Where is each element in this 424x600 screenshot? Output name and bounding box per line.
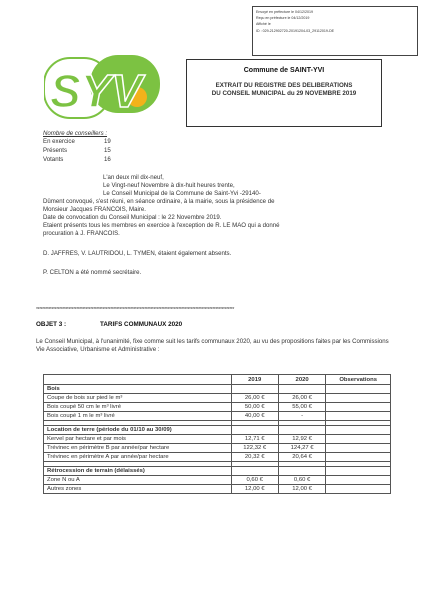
observation-cell [326,394,391,403]
objet-title: TARIFS COMMUNAUX 2020 [100,321,183,328]
value-2020: 20,64 € [278,453,325,462]
intro-line: Monsieur Jacques FRANCOIS, Maire. [43,206,146,213]
value-2019: 12,00 € [231,485,278,494]
empty-cell [231,467,278,476]
observation-cell [326,412,391,421]
section-title: Bois [44,385,232,394]
conseillers-title: Nombre de conseillers : [43,130,108,137]
value-2020: 55,00 € [278,403,325,412]
empty-cell [278,426,325,435]
row-label: Trévinec en périmètre A par année/par hectare [44,453,232,462]
logo-lettering: SYV [50,65,143,117]
stamp-line: Reçu en préfecture le 04/12/2019 [256,16,310,21]
value-2019: 0,60 € [231,476,278,485]
intro-line: Dûment convoqué, s'est réuni, en séance ordinaire, à la mairie, sous la présidence de [43,198,275,205]
section-row [44,467,391,476]
section-title: Location de terre (période du 01/10 au 30/09) [44,426,232,435]
stamp-line: Envoyé en préfecture le 04/12/2019 [256,10,313,14]
objet-label: OBJET 3 : [36,321,67,328]
stamp-line: Affiché le [256,22,271,27]
empty-cell [231,385,278,394]
value-2020: 12,00 € [278,485,325,494]
conseillers-label: En exercice [43,138,75,145]
row-label: Coupe de bois sur pied le m³ [44,394,232,403]
observation-cell [326,444,391,453]
table-row [44,412,391,421]
value-2019: 12,71 € [231,435,278,444]
section-row [44,385,391,394]
row-label: Bois coupé 50 cm le m³ livré [44,403,232,412]
row-label: Zone N ou A [44,476,232,485]
table-row [44,394,391,403]
separator-line: ******************************************************************************************************************************** [36,307,234,313]
prefecture-stamp [252,6,418,56]
header-2019: 2019 [231,375,278,385]
stamp-line: ID : 029-212902720-20191204-03_29112019-DE [256,28,335,33]
empty-cell [278,467,325,476]
header-observations: Observations [326,375,391,385]
value-2019: 40,00 € [231,412,278,421]
value-2019: 50,00 € [231,403,278,412]
intro-line: Etaient présents tous les membres en exercice à l'exception de R. LE MAO qui a donné [43,222,280,229]
value-2020: 26,00 € [278,394,325,403]
observation-cell [326,403,391,412]
intro-line: Le Vingt-neuf Novembre à dix-huit heures trente, [103,182,235,189]
header-2020: 2020 [278,375,325,385]
extrait-line-2: DU CONSEIL MUNICIPAL du 29 NOVEMBRE 2019 [211,90,357,98]
conseillers-value: 19 [104,138,111,145]
absents-line: D. JAFFRES, V. LAUTRIDOU, L. TYMEN, étaient également absents. [43,250,232,257]
header-empty [44,375,232,385]
empty-cell [326,385,391,394]
empty-cell [326,426,391,435]
tarifs-table [43,374,391,494]
observation-cell [326,476,391,485]
header-box [186,59,382,127]
empty-cell [278,385,325,394]
intro-line: Le Conseil Municipal de la Commune de Saint-Yvi -29140- [103,190,261,197]
value-2020: 0,60 € [278,476,325,485]
empty-cell [231,426,278,435]
value-2020: 12,92 € [278,435,325,444]
value-2020: 124,27 € [278,444,325,453]
commune-name: Commune de SAINT-YVI [243,67,325,74]
saint-yvi-logo [44,55,162,121]
value-2020: - [278,412,325,421]
observation-cell [326,435,391,444]
intro-line: L'an deux mil dix-neuf, [103,174,164,181]
deliberation-paragraph: Le Conseil Municipal, à l'unanimité, fixe comme suit les tarifs communaux 2020, au vu des propositions faites par les Commissions Vie Associative, Urbanisme et Administrative : [36,338,389,353]
section-title: Rétrocession de terrain (délaissés) [44,467,232,476]
observation-cell [326,485,391,494]
table-row [44,476,391,485]
table-header-row [44,375,391,385]
value-2019: 26,00 € [231,394,278,403]
conseillers-value: 15 [104,147,111,154]
intro-line: Date de convocation du Conseil Municipal : le 22 Novembre 2019. [43,214,222,221]
row-label: Autres zones [44,485,232,494]
table-row [44,435,391,444]
table-row [44,485,391,494]
value-2019: 122,32 € [231,444,278,453]
row-label: Bois coupé 1 m le m³ livré [44,412,232,421]
conseillers-label: Présents [43,147,68,154]
table-row [44,453,391,462]
extrait-line-1: EXTRAIT DU REGISTRE DES DELIBERATIONS [215,82,353,89]
row-label: Trévinec en périmètre B par année/par hectare [44,444,232,453]
empty-cell [326,467,391,476]
extrait-title [187,82,381,99]
section-row [44,426,391,435]
conseillers-label: Votants [43,156,64,163]
observation-cell [326,453,391,462]
table-row [44,444,391,453]
intro-line: procuration à J. FRANCOIS. [43,230,120,237]
value-2019: 20,32 € [231,453,278,462]
table-row [44,403,391,412]
secretaire-line: P. CELTON a été nommé secrétaire. [43,269,142,276]
row-label: Kervel par hectare et par mois [44,435,232,444]
conseillers-value: 16 [104,156,111,163]
